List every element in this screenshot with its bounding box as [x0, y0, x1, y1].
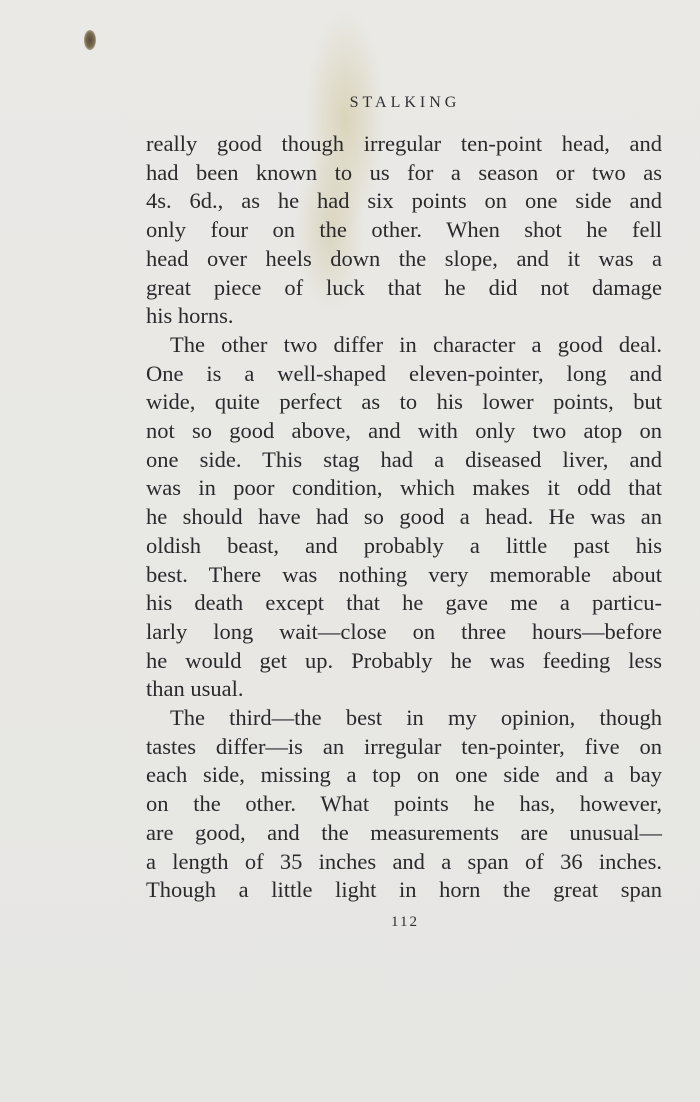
- text-line: really good though irregular ten-point head, and: [146, 131, 662, 156]
- text-line: he should have had so good a head. He was an: [146, 504, 662, 530]
- running-head: STALKING: [349, 94, 461, 111]
- text-line: great piece of luck that he did not damage: [146, 274, 662, 300]
- text-line: he would get up. Probably he was feeding less: [146, 647, 662, 673]
- text-line: wide, quite perfect as to his lower points, but: [146, 389, 662, 415]
- text-line: his horns.: [146, 303, 234, 329]
- page-number: 112: [391, 914, 419, 930]
- text-line: a length of 35 inches and a span of 36 inches.: [146, 848, 662, 874]
- text-line: 4s. 6d., as he had six points on one side and: [146, 188, 662, 214]
- text-line: had been known to us for a season or two as: [146, 159, 662, 185]
- text-line: One is a well-shaped eleven-pointer, long and: [146, 360, 662, 386]
- paragraph-2: [146, 331, 662, 704]
- text-line: his death except that he gave me a particu-: [146, 590, 662, 616]
- text-line: larly long wait—close on three hours—before: [146, 618, 662, 644]
- text-line: Though a little light in horn the great span: [146, 877, 662, 903]
- text-line: was in poor condition, which makes it odd that: [146, 475, 662, 501]
- text-line: The other two differ in character a good deal.: [170, 331, 662, 357]
- text-line: not so good above, and with only two atop on: [146, 418, 662, 444]
- ink-stain: [84, 30, 96, 50]
- text-line: on the other. What points he has, however,: [146, 791, 662, 817]
- text-line: are good, and the measurements are unusual—: [146, 819, 662, 845]
- text-line: best. There was nothing very memorable about: [146, 561, 662, 587]
- text-line: than usual.: [146, 676, 244, 702]
- text-line: head over heels down the slope, and it was a: [146, 245, 662, 271]
- text-line: only four on the other. When shot he fell: [146, 217, 662, 243]
- text-line: The third—the best in my opinion, though: [170, 705, 662, 731]
- paragraph-1: [146, 130, 662, 331]
- text-line: tastes differ—is an irregular ten-pointer, five on: [146, 733, 662, 759]
- text-line: each side, missing a top on one side and a bay: [146, 762, 662, 788]
- text-line: one side. This stag had a diseased liver, and: [146, 446, 662, 472]
- body-text: [146, 130, 662, 905]
- paragraph-3: [146, 704, 662, 905]
- text-line: oldish beast, and probably a little past his: [146, 532, 662, 558]
